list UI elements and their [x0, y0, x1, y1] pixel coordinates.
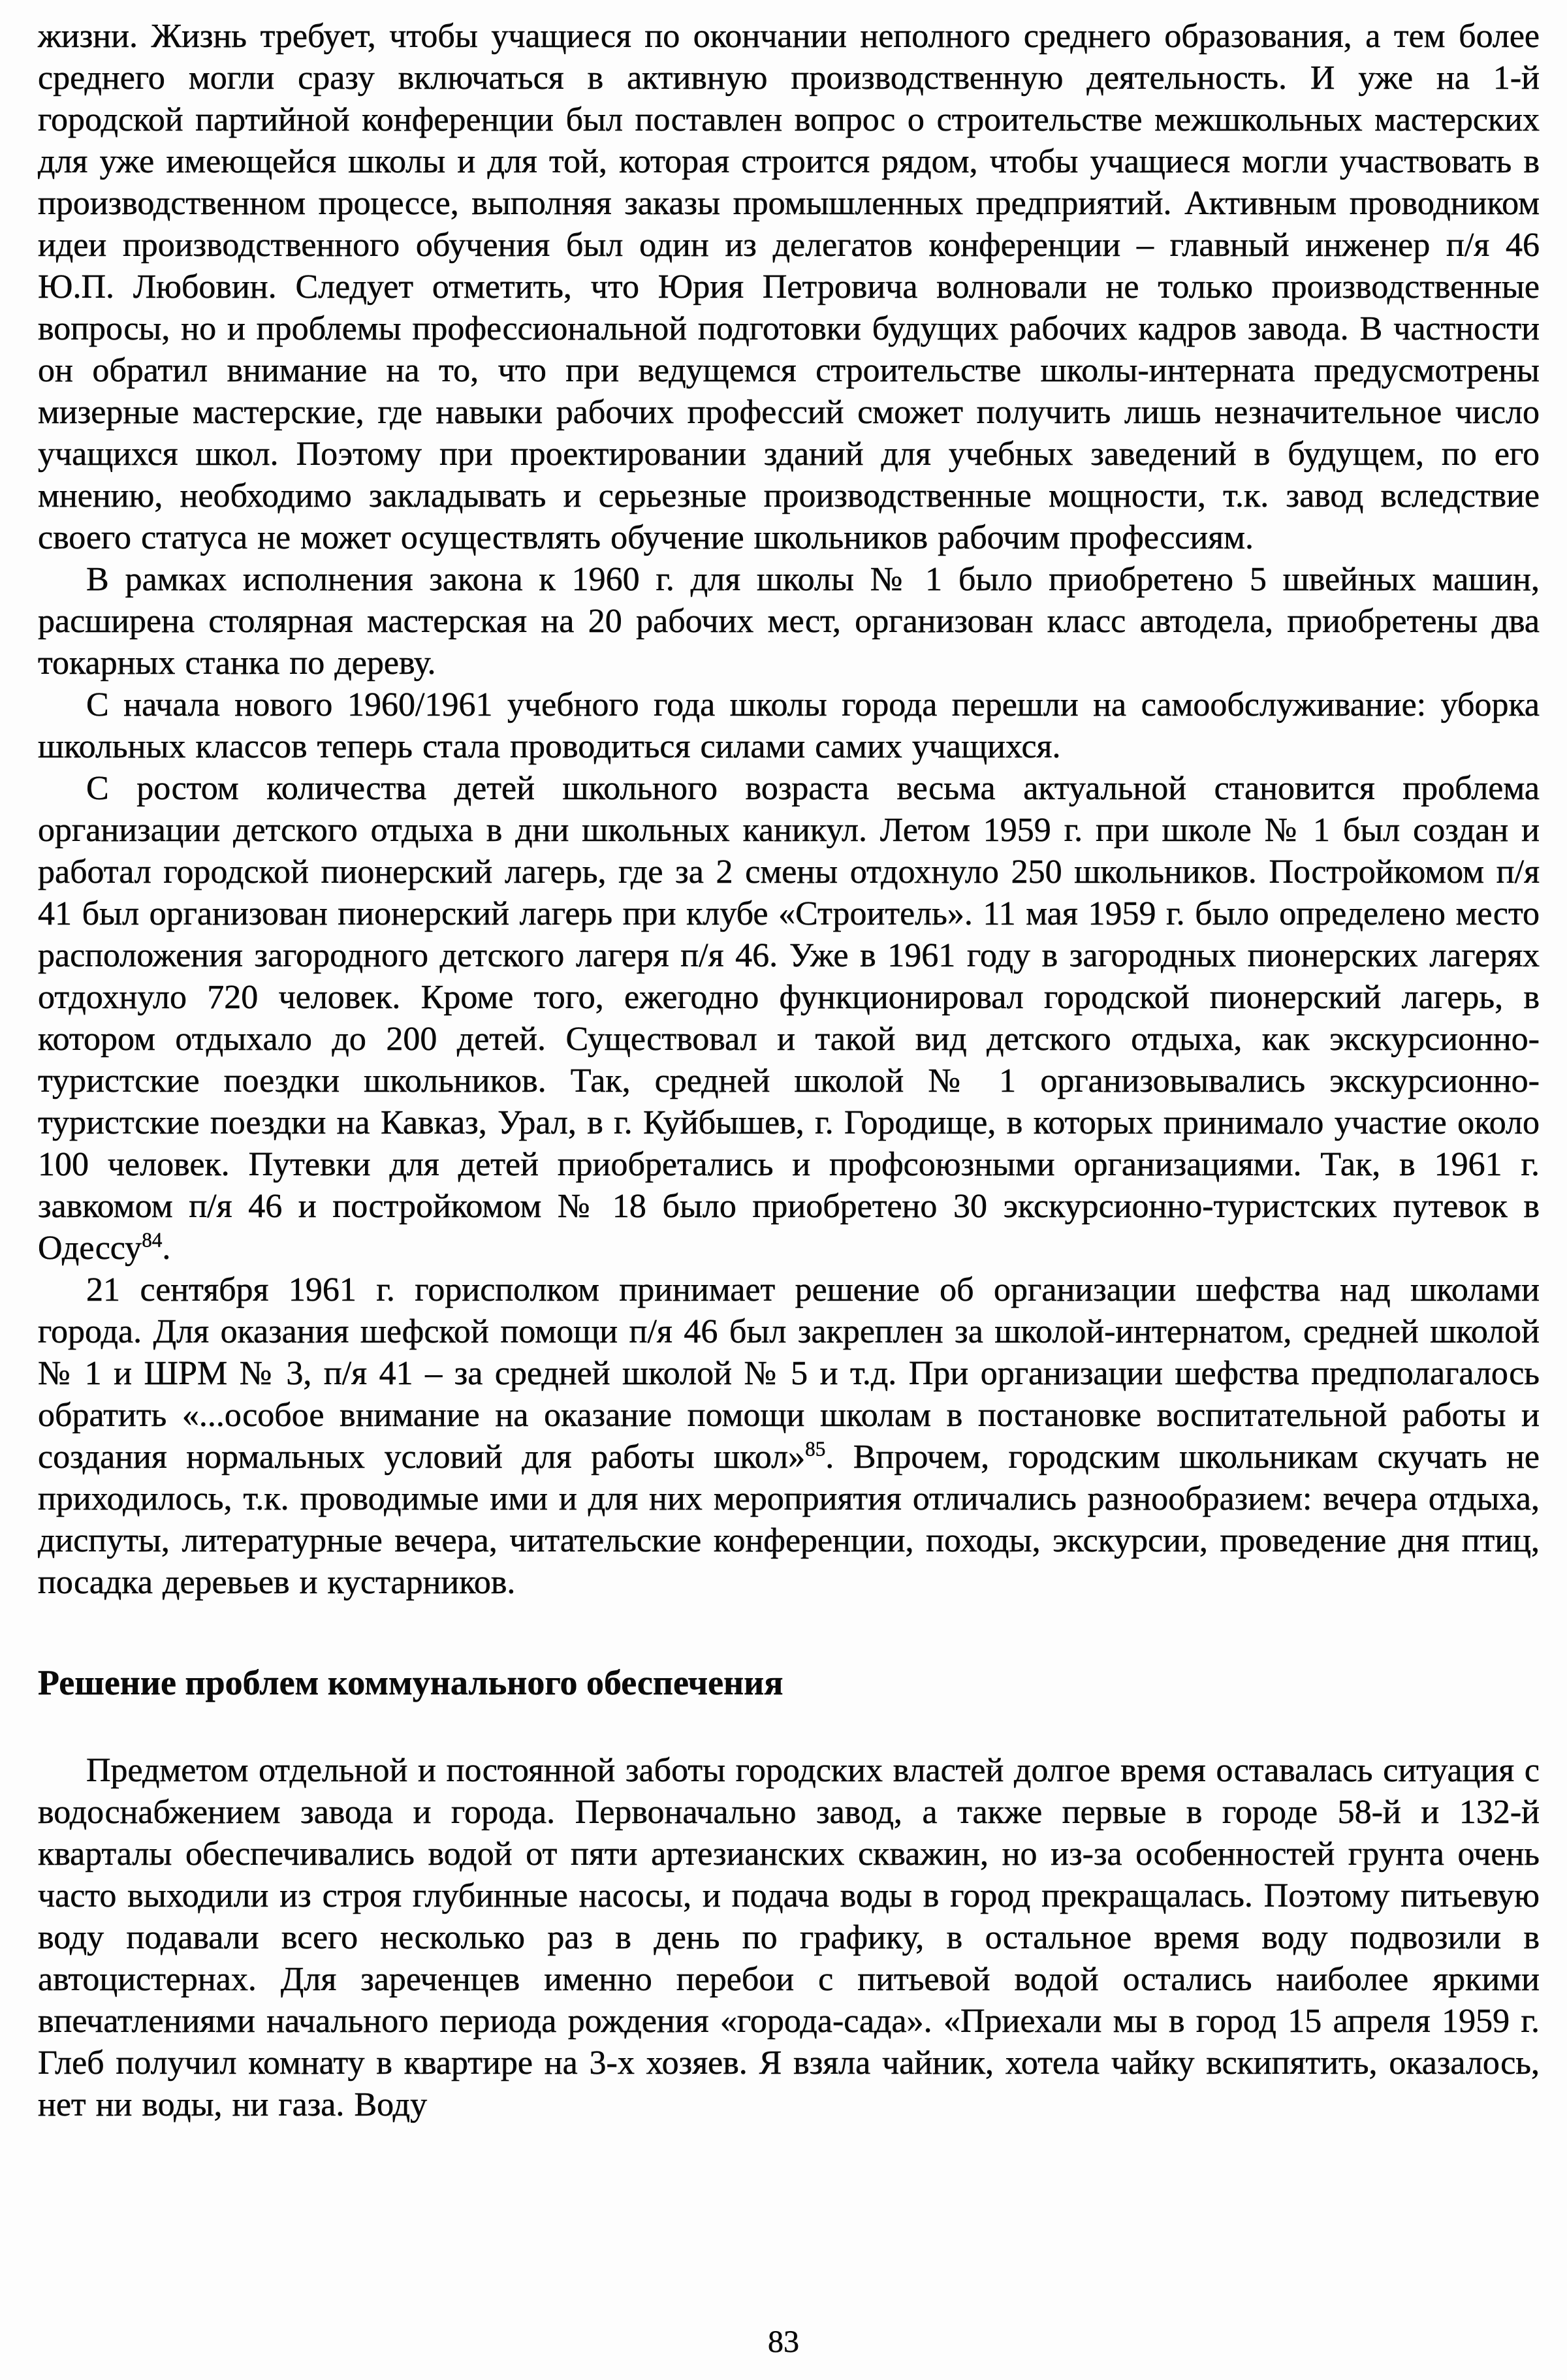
paragraph-text: . Впрочем, городским школьникам скучать не приходилось, т.к. проводимые ими и для них мероприятия отличались разнообразием: вечера отдыха, диспуты, литературные вечера, читательские конференции, походы, экскурсии, проведение дня птиц, посадка деревьев и кустарников. [38, 1438, 1540, 1601]
paragraph-text: С ростом количества детей школьного возраста весьма актуальной становится проблема организации детского отдыха в дни школьных каникул. Летом 1959 г. при школе № 1 был создан и работал городской пионерский лагерь, где за 2 смены отдохнуло 250 школьников. Постройкомом п/я 41 был организован пионерский лагерь при клубе «Строитель». 11 мая 1959 г. было определено место расположения загородного детского лагеря п/я 46. Уже в 1961 году в загородных пионерских лагерях отдохнуло 720 человек. Кроме того, ежегодно функционировал городской пионерский лагерь, в котором отдыхало до 200 детей. Существовал и такой вид детского отдыха, как экскурсионно-туристские поездки школьников. Так, средней школой № 1 организовывались экскурсионно-туристские поездки на Кавказ, Урал, в г. Куйбышев, г. Городище, в которых принимало участие около 100 человек. Путевки для детей приобретались и профсоюзными организациями. Так, в 1961 г. завкомом п/я 46 и постройкомом № 18 было приобретено 30 экскурсионно-туристских путевок в Одессу [38, 770, 1540, 1267]
paragraph: Предметом отдельной и постоянной заботы городских властей долгое время оставалась ситуация с водоснабжением завода и города. Первоначально завод, а также первые в городе 58-й и 132-й кварталы обеспечивались водой от пяти артезианских скважин, но из-за особенностей грунта очень часто выходили из строя глубинные насосы, и подача воды в город прекращалась. Поэтому питьевую воду подавали всего несколько раз в день по графику, в остальное время воду подвозили в автоцистернах. Для зареченцев именно перебои с питьевой водой остались наиболее яркими впечатлениями начального периода рождения «города-сада». «Приехали мы в город 15 апреля 1959 г. Глеб получил комнату в квартире на 3-х хозяев. Я взяла чайник, хотела чайку вскипятить, оказалось, нет ни воды, ни газа. Воду [38, 1752, 1540, 2123]
paragraph: С начала нового 1960/1961 учебного года школы города перешли на самообслуживание: уборка школьных классов теперь стала проводиться силами самих учащихся. [38, 686, 1540, 765]
paragraph: В рамках исполнения закона к 1960 г. для школы № 1 было приобретено 5 швейных машин, расширена столярная мастерская на 20 рабочих мест, организован класс автодела, приобретены два токарных станка по дереву. [38, 561, 1540, 682]
paragraph-continuation: жизни. Жизнь требует, чтобы учащиеся по окончании неполного среднего образования, а тем более среднего могли сразу включаться в активную производственную деятельность. И уже на 1-й городской партийной конференции был поставлен вопрос о строительстве межшкольных мастерских для уже имеющейся школы и для той, которая строится рядом, чтобы учащиеся могли участвовать в производственном процессе, выполняя заказы промышленных предприятий. Активным проводником идеи производственного обучения был один из делегатов конференции – главный инженер п/я 46 Ю.П. Любовин. Следует отметить, что Юрия Петровича волновали не только производственные вопросы, но и проблемы профессиональной подготовки будущих рабочих кадров завода. В частности он обратил внимание на то, что при ведущемся строительстве школы-интерната предусмотрены мизерные мастерские, где навыки рабочих профессий сможет получить лишь незначительное число учащихся школ. Поэтому при проектировании зданий для учебных заведений в будущем, по его мнению, необходимо закладывать и серьезные производственные мощности, т.к. завод вследствие своего статуса не может осуществлять обучение школьников рабочим профессиям. [38, 18, 1540, 556]
text-block [38, 16, 1540, 2126]
page-number: 83 [768, 2324, 799, 2359]
paragraph [38, 1269, 1540, 1604]
footnote-ref-84: 84 [142, 1228, 163, 1252]
paragraph-text: . [162, 1230, 171, 1267]
footnote-ref-85: 85 [805, 1437, 826, 1461]
section-heading: Решение проблем коммунального обеспечения [38, 1663, 784, 1702]
paragraph-text: 21 сентября 1961 г. горисполком принимает решение об организации шефства над школами города. Для оказания шефской помощи п/я 46 был закреплен за школой-интернатом, средней школой № 1 и ШРМ № 3, п/я 41 – за средней школой № 5 и т.д. При организации шефства предполагалось обратить «...особое внимание на оказание помощи школам в постановке воспитательной работы и создания нормальных условий для работы школ» [38, 1271, 1540, 1476]
paragraph [38, 768, 1540, 1269]
